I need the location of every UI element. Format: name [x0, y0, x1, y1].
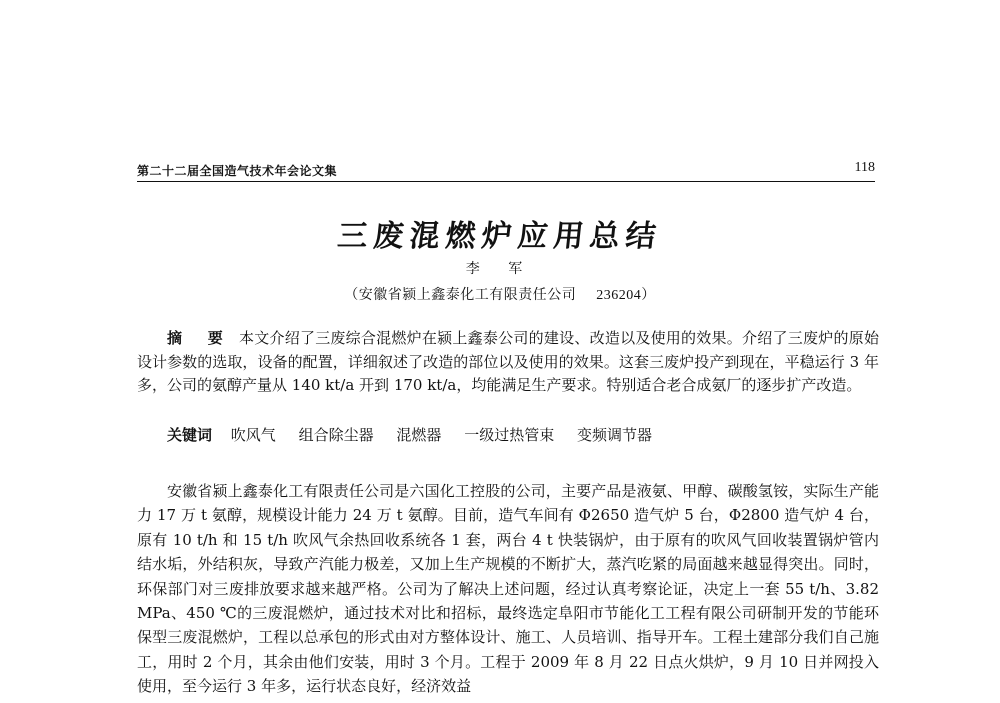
keyword: 一级过热管束: [464, 426, 555, 444]
keyword: 混燃器: [396, 426, 442, 444]
keywords-label: 关键词: [167, 426, 213, 444]
author-name: 李 军: [465, 261, 535, 277]
abstract-text: 本文介绍了三废综合混燃炉在颍上鑫泰公司的建设、改造以及使用的效果。介绍了三废炉的原始设计参数的选取，设备的配置，详细叙述了改造的部位以及使用的效果。这套三废炉投产到现在，平稳运行 3 年多，公司的氨醇产量从 140 kt/a 开到 170 kt/a，均能满足生产要求。特别适合老合成氨厂的逐步扩产改造。: [137, 329, 879, 394]
abstract: [137, 327, 879, 398]
header-rule: [137, 181, 875, 182]
abstract-label: 摘 要: [167, 329, 233, 347]
body-paragraph: 安徽省颍上鑫泰化工有限责任公司是六国化工控股的公司，主要产品是液氨、甲醇、碳酸氢铵，实际生产能力 17 万 t 氨醇，规模设计能力 24 万 t 氨醇。目前，造气车间有 Φ2650 造气炉 5 台，Φ2800 造气炉 4 台，原有 10 t/h 和 15 t/h 吹风气余热回收系统各 1 套，两台 4 t 快装锅炉，由于原有的吹风气回收装置锅炉管内结水垢，外结积灰，导致产汽能力极差，又加上生产规模的不断扩大，蒸汽吃紧的局面越来越显得突出。同时，环保部门对三废排放要求越来越严格。公司为了解决上述问题，经过认真考察论证，决定上一套 55 t/h、3.82 MPa、450 ℃的三废混燃炉，通过技术对比和招标，最终选定阜阳市节能化工工程有限公司研制开发的节能环保型三废混燃炉，工程以总承包的形式由对方整体设计、施工、人员培训、指导开车。工程土建部分我们自己施工，用时 2 个月，其余由他们安装，用时 3 个月。工程于 2009 年 8 月 22 日点火烘炉，9 月 10 日并网投入使用，至今运行 3 年多，运行状态良好，经济效益: [137, 482, 879, 696]
running-header: [137, 160, 875, 184]
paper-title: 三废混燃炉应用总结: [335, 219, 664, 254]
keyword: 吹风气: [230, 426, 276, 444]
postal-code: 236204）: [596, 288, 656, 303]
affiliation-name: （安徽省颍上鑫泰化工有限责任公司: [344, 287, 577, 303]
author-affiliation: [0, 284, 1000, 304]
keywords: [167, 424, 670, 447]
keyword: 组合除尘器: [298, 426, 374, 444]
page-number: 118: [854, 160, 875, 175]
keyword: 变频调节器: [576, 426, 652, 444]
running-title: 第二十二届全国造气技术年会论文集: [137, 164, 338, 178]
